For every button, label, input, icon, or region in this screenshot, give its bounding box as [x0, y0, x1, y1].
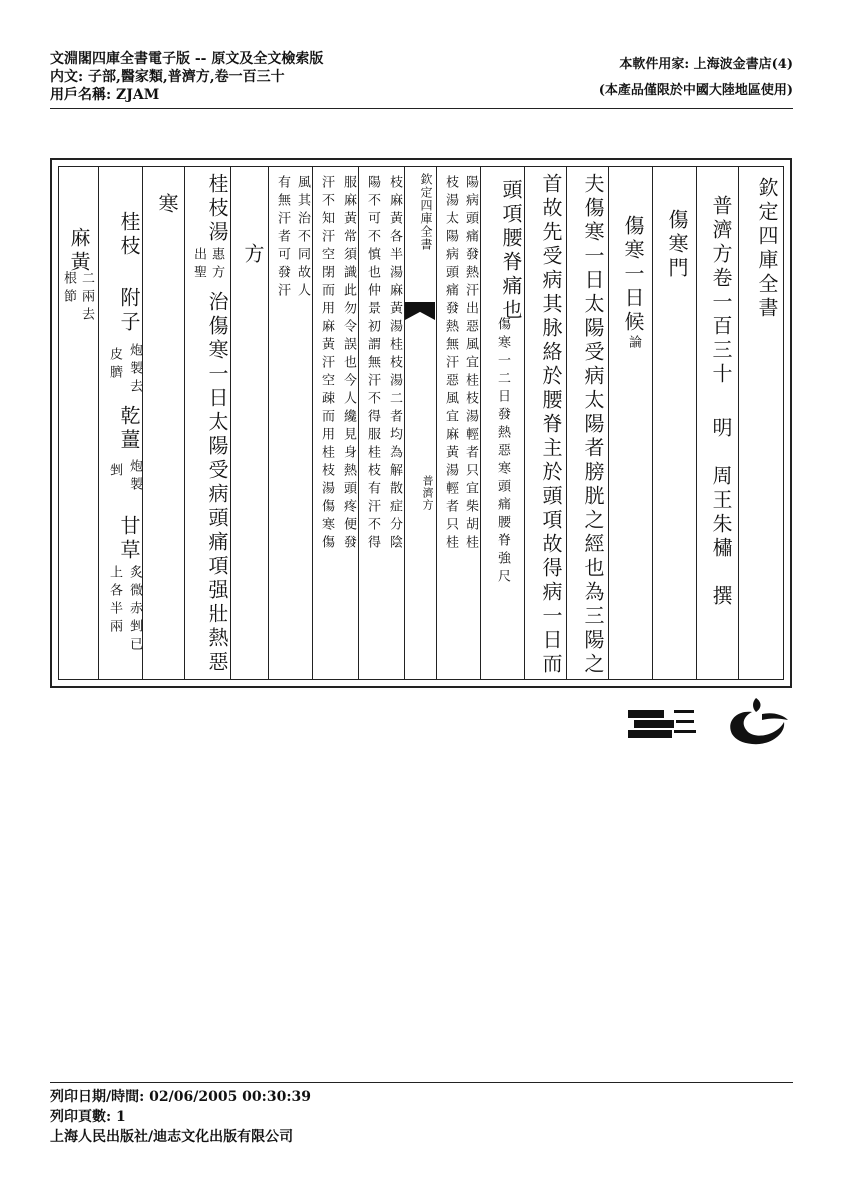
col-note-3b: 汗不知汗空閉而用麻黃汗空疎而用桂枝湯傷寒傷: [319, 175, 334, 553]
band-book-name: 普濟方: [421, 475, 434, 511]
col-rule: [312, 167, 313, 679]
center-band: [405, 167, 435, 679]
fuzi-note-b: 皮臍: [107, 347, 122, 383]
footer-divider: [50, 1082, 793, 1083]
header-left: [50, 50, 323, 104]
text-3-main: 頭項腰脊痛也: [499, 179, 523, 323]
header-right: [599, 52, 793, 104]
ingredient-gancao: 甘草: [117, 515, 141, 563]
col-rule: [358, 167, 359, 679]
header-divider: [50, 108, 793, 109]
publisher-logo-icon: [628, 708, 696, 740]
header-notice: (本產品僅限於中國大陸地區使用): [598, 83, 793, 98]
col-rule: [608, 167, 609, 679]
col-note-2b: 陽不可不慎也仲景初謂無汗不得服桂枝有汗不得: [365, 175, 380, 553]
gancao-note-b: 上各半兩: [107, 565, 122, 637]
col-rule: [652, 167, 653, 679]
col-rule: [480, 167, 481, 679]
dizhi-logo-icon: [722, 694, 794, 748]
footer: [50, 1087, 311, 1147]
publisher-credit: 上海人民出版社/迪志文化出版有限公司: [50, 1129, 294, 1145]
col-rule: [142, 167, 143, 679]
recipe-source-b: 惠方: [209, 247, 224, 283]
col-rule: [268, 167, 269, 679]
col-rule: [696, 167, 697, 679]
header-content-path: 内文: 子部,醫家類,普濟方,卷一百三十: [50, 69, 285, 85]
col-text-2: 首故先受病其脉絡於腰脊主於頭項故得病一日而: [539, 173, 563, 677]
col-rule: [436, 167, 437, 679]
fuzi-note-a: 炮製去: [127, 343, 142, 397]
header-licensee: 本軟件用家: 上海波金書店(4): [619, 57, 793, 72]
scanned-page: [50, 158, 792, 688]
col-section: 傷寒門: [665, 209, 689, 281]
ganjiang-note-b: 剉: [107, 463, 122, 481]
col-note-4b: 有無汗者可發汗: [275, 175, 290, 301]
ingredient-fuzi: 附子: [117, 287, 141, 335]
ingredient-mahuang: 麻黃: [67, 227, 91, 275]
col-rule: [184, 167, 185, 679]
col-note-1b: 枝湯太陽病頭痛發熱無汗惡風宜麻黃湯輕者只桂: [443, 175, 458, 553]
volume-author: 明 周王朱橚 撰: [709, 417, 733, 609]
col-note-4a: 風其治不同故人: [295, 175, 310, 301]
print-page-count: 列印頁數: 1: [50, 1109, 126, 1125]
ingredient-guizhi: 桂枝: [117, 211, 141, 259]
recipe-source-a: 出聖: [191, 247, 206, 283]
col-rule: [738, 167, 739, 679]
col-rule: [404, 167, 405, 679]
col-cold: 寒: [155, 193, 179, 217]
ganjiang-note-a: 炮製: [127, 459, 142, 495]
heading-text: 傷寒一日候: [621, 215, 645, 335]
col-note-1a: 陽病頭痛發熱汗出惡風宜桂枝湯輕者只宜柴胡桂: [463, 175, 478, 553]
ingredient-ganjiang: 乾薑: [117, 405, 141, 453]
col-note-2a: 枝麻黃各半湯麻黃湯桂枝湯二者均為解散症分陰: [387, 175, 402, 553]
heading-note: 論: [626, 335, 641, 353]
band-title: 欽定四庫全書: [419, 173, 433, 251]
recipe-indication: 治傷寒一日太陽受病頭痛項强壯熱惡: [205, 291, 229, 675]
col-rule: [524, 167, 525, 679]
mahuang-note-b: 根節: [61, 271, 76, 307]
gancao-note-a: 炙微赤剉已: [127, 565, 142, 655]
col-volume: [711, 195, 731, 679]
col-note-3a: 服麻黃常須識此勿令誤也今人纔見身熱頭疼便發: [341, 175, 356, 553]
page-border: [58, 166, 784, 680]
col-title: 欽定四庫全書: [755, 177, 779, 321]
col-rule: [98, 167, 99, 679]
fishtail-mark: [405, 302, 435, 320]
header-username: 用戶名稱: ZJAM: [50, 87, 160, 103]
col-rule: [230, 167, 231, 679]
mahuang-note-a: 二兩去: [79, 271, 94, 325]
col-text-3-note-a: 傷寒一二日發熱惡寒頭痛腰脊強尺: [495, 317, 510, 587]
header-product: 文淵閣四庫全書電子版 -- 原文及全文檢索版: [50, 51, 324, 67]
col-heading: [623, 215, 643, 679]
col-rule: [566, 167, 567, 679]
recipe-name: 桂枝湯: [205, 173, 229, 245]
print-datetime: 列印日期/時間: 02/06/2005 00:30:39: [50, 1089, 311, 1105]
col-fang: 方: [241, 243, 265, 267]
volume-title: 普濟方卷一百三十: [709, 195, 733, 387]
col-text-1: 夫傷寒一日太陽受病太陽者膀胱之經也為三陽之: [581, 173, 605, 677]
